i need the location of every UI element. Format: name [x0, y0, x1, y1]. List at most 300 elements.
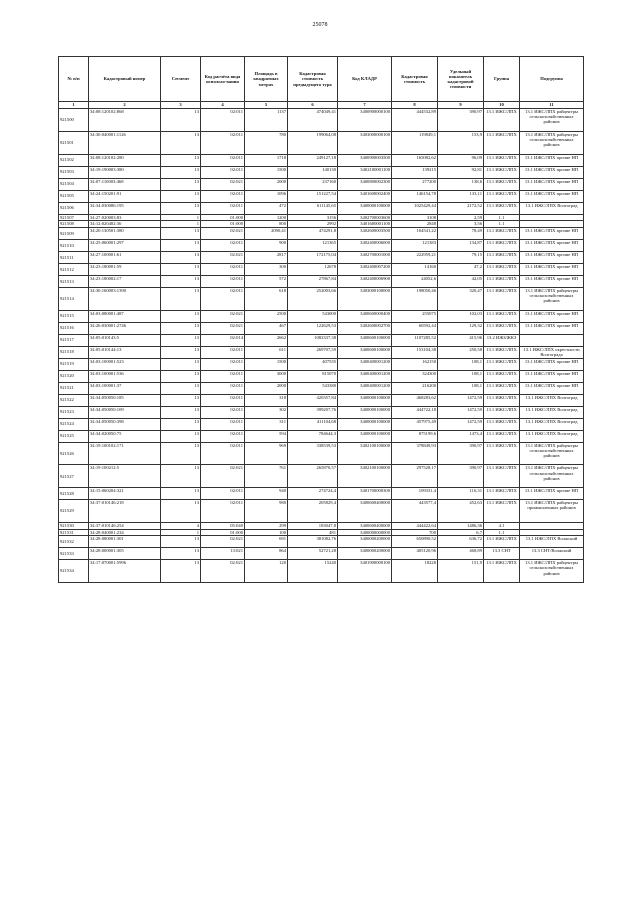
table-row [59, 178, 584, 190]
segment-cell: 13 [161, 287, 201, 310]
cadastral-cost-cell: 18228 [392, 560, 438, 583]
segment-cell: 13 [161, 178, 201, 190]
group-cell: 13.1 ИЖС/ЛПХ [484, 500, 520, 523]
cadastral-cost-cell: 443577,4 [392, 500, 438, 523]
usage-code-cell: 02:014 [201, 334, 245, 346]
table-row [59, 166, 584, 178]
segment-cell: 13 [161, 442, 201, 465]
previous-cost-cell: 249127,18 [288, 154, 338, 166]
cadastral-cost-cell: 875199,6 [392, 430, 438, 442]
cadastral-cost-cell: 277200 [392, 178, 438, 190]
kladr-code-cell: 3400600400000 [338, 522, 392, 529]
cadastral-cost-cell: 153104,38 [392, 346, 438, 358]
previous-cost-cell: 140130 [288, 166, 338, 178]
group-cell: 13.1 ИЖС/ЛПХ [484, 442, 520, 465]
cadastral-number-cell: 34:34:050050:185 [89, 394, 161, 406]
area-cell: 594 [245, 430, 288, 442]
previous-cost-cell: 543000 [288, 310, 338, 322]
usage-code-cell: 02:011 [201, 358, 245, 370]
kladr-code-cell: 3402600002700 [338, 322, 392, 334]
subgroup-cell: 13.1 ИЖС/ЛПХ прочие НП [520, 310, 584, 322]
previous-cost-cell: 611145,65 [288, 202, 338, 214]
previous-cost-cell: 420357,84 [288, 394, 338, 406]
kladr-code-cell: 3402700003600 [338, 214, 392, 221]
cadastral-number-cell: 34:12:020402:36 [89, 221, 161, 228]
cadastral-number-cell: 34:08:120102:280 [89, 154, 161, 166]
group-cell: 13.1 ИЖС/ЛПХ [484, 131, 520, 154]
cadastral-number-cell: 34:34:050050:109 [89, 406, 161, 418]
specific-cost-cell: 96,09 [438, 154, 484, 166]
specific-cost-cell: 116,31 [438, 488, 484, 500]
segment-cell: 13 [161, 310, 201, 322]
table-row [59, 346, 584, 358]
group-cell: 13.1 ИЖС/ЛПХ [484, 488, 520, 500]
cadastral-number-cell: 34:28:000001:305 [89, 548, 161, 560]
cadastral-number-cell: 34:03:080001:487 [89, 310, 161, 322]
subgroup-cell: 13.1 ИЖС/ЛПХ прочие НП [520, 154, 584, 166]
cadastral-number-cell: 34:30:160003:1390 [89, 287, 161, 310]
subgroup-cell: 13.1 ИЖС/ЛПХ прочие НП [520, 251, 584, 263]
previous-cost-cell: 411104,68 [288, 418, 338, 430]
usage-code-cell: 01:000 [201, 529, 245, 536]
table-row [59, 358, 584, 370]
group-cell: 13.1 ИЖС/ЛПХ [484, 382, 520, 394]
table-row [59, 202, 584, 214]
table-row [59, 394, 584, 406]
area-cell: 1200 [245, 214, 288, 221]
row-number-cell: 921520 [59, 370, 89, 382]
group-cell: 13.1 ИЖС/ЛПХ [484, 430, 520, 442]
usage-code-cell: 02:011 [201, 166, 245, 178]
cadastral-number-cell: 34:30:040001:1126 [89, 131, 161, 154]
area-cell: 299 [245, 522, 288, 529]
specific-cost-cell: 390,97 [438, 109, 484, 132]
table-row [59, 548, 584, 560]
segment-cell: 13 [161, 109, 201, 132]
cadastral-cost-cell: 405120,96 [392, 548, 438, 560]
kladr-code-cell: 3400000000000 [338, 529, 392, 536]
header-cell: Площадь в квадратных метрах [245, 57, 288, 102]
kladr-code-cell: 3402400007200 [338, 263, 392, 275]
group-cell: 1.1 [484, 529, 520, 536]
row-number-cell: 921509 [59, 227, 89, 239]
segment-cell: 4 [161, 522, 201, 529]
segment-cell: 13 [161, 166, 201, 178]
usage-code-cell: 01:000 [201, 221, 245, 228]
header-cell: Группа [484, 57, 520, 102]
header-cell: Удельный показатель кадастровой стоимости [438, 57, 484, 102]
cadastral-cost-cell: 121383 [392, 239, 438, 251]
cadastral-number-cell: 34:03:100001:37 [89, 382, 161, 394]
column-number-row [59, 102, 584, 109]
area-cell: 611 [245, 346, 288, 358]
subgroup-cell [520, 529, 584, 536]
row-number-cell: 921514 [59, 287, 89, 310]
subgroup-cell: 13.1 ИЖС/ЛПХ прочие НП [520, 178, 584, 190]
table-row [59, 190, 584, 202]
table-row [59, 529, 584, 536]
area-cell: 1500 [245, 358, 288, 370]
segment-cell: 13 [161, 500, 201, 523]
group-cell: 13.2 ИЖЗ/ЖКЗ [484, 334, 520, 346]
area-cell: 900 [245, 239, 288, 251]
cadastral-number-cell: 34:17:070001:5996 [89, 560, 161, 583]
kladr-code-cell: 3400600000400 [338, 310, 392, 322]
cadastral-cost-cell: 165082,62 [392, 154, 438, 166]
usage-code-cell: 02:011 [201, 287, 245, 310]
kladr-code-cell: 3401900000100 [338, 560, 392, 583]
row-number-cell: 921511 [59, 251, 89, 263]
cadastral-number-cell: 34:37:010146:218 [89, 500, 161, 523]
usage-code-cell: 02:021 [201, 536, 245, 548]
specific-cost-cell: 468,89 [438, 548, 484, 560]
kladr-code-cell: 3400600400000 [338, 500, 392, 523]
area-cell: 1137 [245, 109, 288, 132]
previous-cost-cell: 381082,76 [288, 536, 338, 548]
group-cell: 13.1 ИЖС/ЛПХ [484, 370, 520, 382]
specific-cost-cell: 42,05 [438, 275, 484, 287]
area-cell: 940 [245, 488, 288, 500]
kladr-code-cell: 3401600001100 [338, 221, 392, 228]
row-number-cell: 921516 [59, 322, 89, 334]
group-cell: 13.1 ИЖС/ЛПХ [484, 178, 520, 190]
specific-cost-cell: 153,9 [438, 131, 484, 154]
header-cell: № п/п [59, 57, 89, 102]
previous-cost-cell: 183047,8 [288, 522, 338, 529]
table-row [59, 488, 584, 500]
cadastral-number-cell: 34:19:100102:171 [89, 442, 161, 465]
area-cell: 969 [245, 442, 288, 465]
specific-cost-cell: 390,97 [438, 465, 484, 488]
row-number-cell: 921500 [59, 109, 89, 132]
cadastral-number-cell: 34:23:180002:17 [89, 275, 161, 287]
cadastral-number-cell: 34:03:100001:523 [89, 358, 161, 370]
kladr-code-cell: 3401700000300 [338, 488, 392, 500]
area-cell: 467 [245, 322, 288, 334]
kladr-code-cell: 3403000100000 [338, 287, 392, 310]
specific-cost-cell: 108,1 [438, 370, 484, 382]
specific-cost-cell: 129,32 [438, 322, 484, 334]
usage-code-cell: 02:021 [201, 251, 245, 263]
column-number: 1 [59, 102, 89, 109]
group-cell: 13.1 ИЖС/ЛПХ [484, 536, 520, 548]
table-row [59, 430, 584, 442]
specific-cost-cell: 6,7 [438, 529, 484, 536]
segment-cell: 13 [161, 239, 201, 251]
group-cell: 13.1 ИЖС/ЛПХ [484, 310, 520, 322]
row-number-cell: 921532 [59, 536, 89, 548]
usage-code-cell: 02:021 [201, 322, 245, 334]
previous-cost-cell: 274724,4 [288, 488, 338, 500]
specific-cost-cell: 636,72 [438, 536, 484, 548]
kladr-code-cell: 3400000100000 [338, 202, 392, 214]
area-cell: 1096 [245, 190, 288, 202]
table-row [59, 154, 584, 166]
cadastral-number-cell: 34:07:110003:468 [89, 178, 161, 190]
segment-cell: 13 [161, 190, 201, 202]
previous-cost-cell: 474291,8 [288, 227, 338, 239]
table-row [59, 500, 584, 523]
kladr-code-cell: 3400000100000 [338, 418, 392, 430]
table-row [59, 227, 584, 239]
area-cell: 318 [245, 394, 288, 406]
previous-cost-cell: 15240 [288, 560, 338, 583]
previous-cost-cell: 543380 [288, 382, 338, 394]
column-number: 8 [392, 102, 438, 109]
table-row [59, 382, 584, 394]
subgroup-cell: 13.1 ИЖС/ЛПХ райцентры сельскохозяйственных районов [520, 442, 584, 465]
group-cell: 13.1 ИЖС/ЛПХ [484, 406, 520, 418]
kladr-code-cell: 3402700001000 [338, 251, 392, 263]
group-cell: 13.1 ИЖС/ЛПХ [484, 190, 520, 202]
table-row [59, 251, 584, 263]
area-cell: 618 [245, 287, 288, 310]
segment-cell: 13 [161, 406, 201, 418]
table-row [59, 418, 584, 430]
row-number-cell: 921517 [59, 334, 89, 346]
previous-cost-cell: 199064,08 [288, 131, 338, 154]
kladr-code-cell: 3403000000100 [338, 131, 392, 154]
segment-cell: 13 [161, 488, 201, 500]
subgroup-cell: 13.1 ИЖС/ЛПХ окрестности Волгограда [520, 346, 584, 358]
previous-cost-cell: 399207,76 [288, 406, 338, 418]
row-number-cell: 921529 [59, 500, 89, 523]
kladr-code-cell: 3400000100000 [338, 406, 392, 418]
specific-cost-cell: 133,11 [438, 190, 484, 202]
usage-code-cell: 02:011 [201, 263, 245, 275]
cadastral-cost-cell: 109331,4 [392, 488, 438, 500]
usage-code-cell: 02:011 [201, 109, 245, 132]
previous-cost-cell: 3156 [288, 214, 338, 221]
kladr-code-cell: 3400400001200 [338, 382, 392, 394]
segment-cell: 13 [161, 227, 201, 239]
group-cell: 13.1 ИЖС/ЛПХ [484, 154, 520, 166]
subgroup-cell: 13.1 ИЖС/ЛПХ прочие НП [520, 382, 584, 394]
usage-code-cell: 02:011 [201, 500, 245, 523]
group-cell: 13.1 ИЖС/ЛПХ [484, 202, 520, 214]
group-cell: 13.1 ИЖС/ЛПХ [484, 418, 520, 430]
cadastral-cost-cell: 119849,1 [392, 131, 438, 154]
usage-code-cell: 02:011 [201, 346, 245, 358]
previous-cost-cell: 122629,53 [288, 322, 338, 334]
previous-cost-cell: 121365 [288, 239, 338, 251]
area-cell: 3000 [245, 370, 288, 382]
cadastral-cost-cell: 457975,49 [392, 418, 438, 430]
previous-cost-cell: 12678 [288, 263, 338, 275]
cadastral-number-cell: 34:03:100001:536 [89, 370, 161, 382]
row-number-cell: 921513 [59, 275, 89, 287]
segment-cell: 13 [161, 334, 201, 346]
kladr-code-cell: 3402400006000 [338, 239, 392, 251]
specific-cost-cell: 151,9 [438, 560, 484, 583]
specific-cost-cell: 250,58 [438, 346, 484, 358]
subgroup-cell: 13.3 СНТ/Волжский [520, 548, 584, 560]
cadastral-cost-cell: 444422,64 [392, 522, 438, 529]
area-cell: 1718 [245, 154, 288, 166]
group-cell: 1.1 [484, 221, 520, 228]
area-cell: 472 [245, 202, 288, 214]
subgroup-cell: 13.1 ИЖС/ЛПХ райцентры сельскохозяйственных районов [520, 109, 584, 132]
group-cell: 13.3 СНТ [484, 548, 520, 560]
column-number: 2 [89, 102, 161, 109]
cadastral-number-cell: 34:25:060001:297 [89, 239, 161, 251]
group-cell: 13.1 ИЖС/ЛПХ [484, 239, 520, 251]
kladr-code-cell: 3400000100000 [338, 394, 392, 406]
segment-cell: 13 [161, 465, 201, 488]
table-row [59, 536, 584, 548]
subgroup-cell: 13.1 ИЖС/ЛПХ Волжский [520, 536, 584, 548]
cadastral-number-cell: 34:15:060204:321 [89, 488, 161, 500]
cadastral-number-cell: 34:24:150201:91 [89, 190, 161, 202]
usage-code-cell: 02:011 [201, 202, 245, 214]
cadastral-cost-cell: 3108 [392, 214, 438, 221]
segment-cell: 13 [161, 358, 201, 370]
cadastral-cost-cell: 700 [392, 529, 438, 536]
row-number-cell: 921504 [59, 178, 89, 190]
column-number: 6 [288, 102, 338, 109]
segment-cell: 13 [161, 370, 201, 382]
cadastral-table [58, 56, 584, 583]
usage-code-cell: 02:021 [201, 560, 245, 583]
kladr-code-cell: 3402600003500 [338, 227, 392, 239]
specific-cost-cell: 320,47 [438, 287, 484, 310]
group-cell: 13.1 ИЖС/ЛПХ [484, 287, 520, 310]
specific-cost-cell: 415,96 [438, 334, 484, 346]
table-row [59, 370, 584, 382]
cadastral-cost-cell: 2848 [392, 221, 438, 228]
previous-cost-cell: 815070 [288, 370, 338, 382]
header-row [59, 57, 584, 102]
header-cell: Кадастровая стоимость [392, 57, 438, 102]
subgroup-cell: 13.1 ИЖС/ЛПХ прочие НП [520, 263, 584, 275]
row-number-cell: 921508 [59, 221, 89, 228]
cadastral-number-cell: 34:19:190003:380 [89, 166, 161, 178]
segment-cell: 13 [161, 322, 201, 334]
table-row [59, 109, 584, 132]
specific-cost-cell: 47,2 [438, 263, 484, 275]
cadastral-number-cell: 34:05:010144:13 [89, 346, 161, 358]
table-row [59, 214, 584, 221]
area-cell: 302 [245, 406, 288, 418]
segment-cell: 13 [161, 154, 201, 166]
group-cell: 13.1 ИЖС/ЛПХ [484, 109, 520, 132]
area-cell: 1500 [245, 166, 288, 178]
cadastral-number-cell: 34:28:080001:301 [89, 536, 161, 548]
subgroup-cell: 13.1 ИЖС/ЛПХ прочие НП [520, 370, 584, 382]
previous-cost-cell: 2992 [288, 221, 338, 228]
previous-cost-cell: 27867,84 [288, 275, 338, 287]
column-number: 5 [245, 102, 288, 109]
group-cell: 1.1 [484, 214, 520, 221]
usage-code-cell: 02:021 [201, 310, 245, 322]
segment-cell: 13 [161, 430, 201, 442]
specific-cost-cell: 2,59 [438, 214, 484, 221]
area-cell: 311 [245, 418, 288, 430]
group-cell: 13.1 ИЖС/ЛПХ [484, 560, 520, 583]
usage-code-cell: 02:011 [201, 275, 245, 287]
kladr-code-cell: 3400400001200 [338, 358, 392, 370]
subgroup-cell: 13.1 ИЖС/ЛПХ райцентры сельскохозяйственных районов [520, 287, 584, 310]
usage-code-cell: 02:011 [201, 190, 245, 202]
specific-cost-cell: 1472,59 [438, 394, 484, 406]
row-number-cell: 921503 [59, 166, 89, 178]
cadastral-number-cell: 34:27:020003:83 [89, 214, 161, 221]
specific-cost-cell: 1472,59 [438, 418, 484, 430]
cadastral-cost-cell: 164541,22 [392, 227, 438, 239]
segment-cell: 13 [161, 560, 201, 583]
subgroup-cell [520, 522, 584, 529]
table-row [59, 131, 584, 154]
specific-cost-cell: 1473,4 [438, 430, 484, 442]
subgroup-cell: 13.1 ИЖС/ЛПХ Волгоград [520, 430, 584, 442]
usage-code-cell: 02:011 [201, 442, 245, 465]
segment-cell: 13 [161, 418, 201, 430]
table-row [59, 239, 584, 251]
previous-cost-cell: 237160 [288, 178, 338, 190]
specific-cost-cell: 3,56 [438, 221, 484, 228]
row-number-cell: 921507 [59, 214, 89, 221]
cadastral-number-cell: 34:37:010146:254 [89, 522, 161, 529]
row-number-cell: 921510 [59, 239, 89, 251]
usage-code-cell: 05:040 [201, 522, 245, 529]
previous-cost-cell: 151227,54 [288, 190, 338, 202]
specific-cost-cell: 79,15 [438, 251, 484, 263]
group-cell: 4.1 [484, 522, 520, 529]
subgroup-cell: 13.1 ИЖС/ЛПХ прочие НП [520, 488, 584, 500]
cadastral-cost-cell: 146154,78 [392, 190, 438, 202]
segment-cell: 13 [161, 548, 201, 560]
previous-cost-cell: 784644,3 [288, 430, 338, 442]
area-cell: 2662 [245, 334, 288, 346]
usage-code-cell: 02:011 [201, 418, 245, 430]
kladr-code-cell: 3401600002400 [338, 190, 392, 202]
row-number-cell: 921502 [59, 154, 89, 166]
usage-code-cell: 02:011 [201, 131, 245, 154]
area-cell: 2500 [245, 310, 288, 322]
cadastral-number-cell: 34:34:030086:195 [89, 202, 161, 214]
segment-cell: 13 [161, 394, 201, 406]
row-number-cell: 921521 [59, 382, 89, 394]
table-row [59, 406, 584, 418]
previous-cost-cell: 205829,4 [288, 500, 338, 523]
cadastral-cost-cell: 297528,17 [392, 465, 438, 488]
table-row [59, 310, 584, 322]
cadastral-number-cell: 34:19:100212:5 [89, 465, 161, 488]
column-number: 7 [338, 102, 392, 109]
cadastral-number-cell: 34:27:100001:61 [89, 251, 161, 263]
previous-cost-cell: 338539,53 [288, 442, 338, 465]
specific-cost-cell: 92,81 [438, 166, 484, 178]
row-number-cell: 921501 [59, 131, 89, 154]
usage-code-cell: 02:011 [201, 430, 245, 442]
page-number: 25078 [312, 22, 328, 28]
row-number-cell: 921528 [59, 488, 89, 500]
kladr-code-cell: 3400600100000 [338, 346, 392, 358]
subgroup-cell: 13.1 ИЖС/ЛПХ райцентры сельскохозяйственных районов [520, 131, 584, 154]
area-cell: 780 [245, 131, 288, 154]
previous-cost-cell: 252003,66 [288, 287, 338, 310]
subgroup-cell: 13.1 ИЖС/ЛПХ прочие НП [520, 190, 584, 202]
subgroup-cell: 13.1 ИЖС/ЛПХ прочие НП [520, 358, 584, 370]
area-cell: 800 [245, 221, 288, 228]
specific-cost-cell: 108,1 [438, 358, 484, 370]
row-number-cell: 921524 [59, 418, 89, 430]
kladr-code-cell: 3402100100000 [338, 465, 392, 488]
usage-code-cell: 02:011 [201, 406, 245, 418]
cadastral-cost-cell: 198050,46 [392, 287, 438, 310]
cadastral-cost-cell: 255075 [392, 310, 438, 322]
usage-code-cell: 02:021 [201, 227, 245, 239]
